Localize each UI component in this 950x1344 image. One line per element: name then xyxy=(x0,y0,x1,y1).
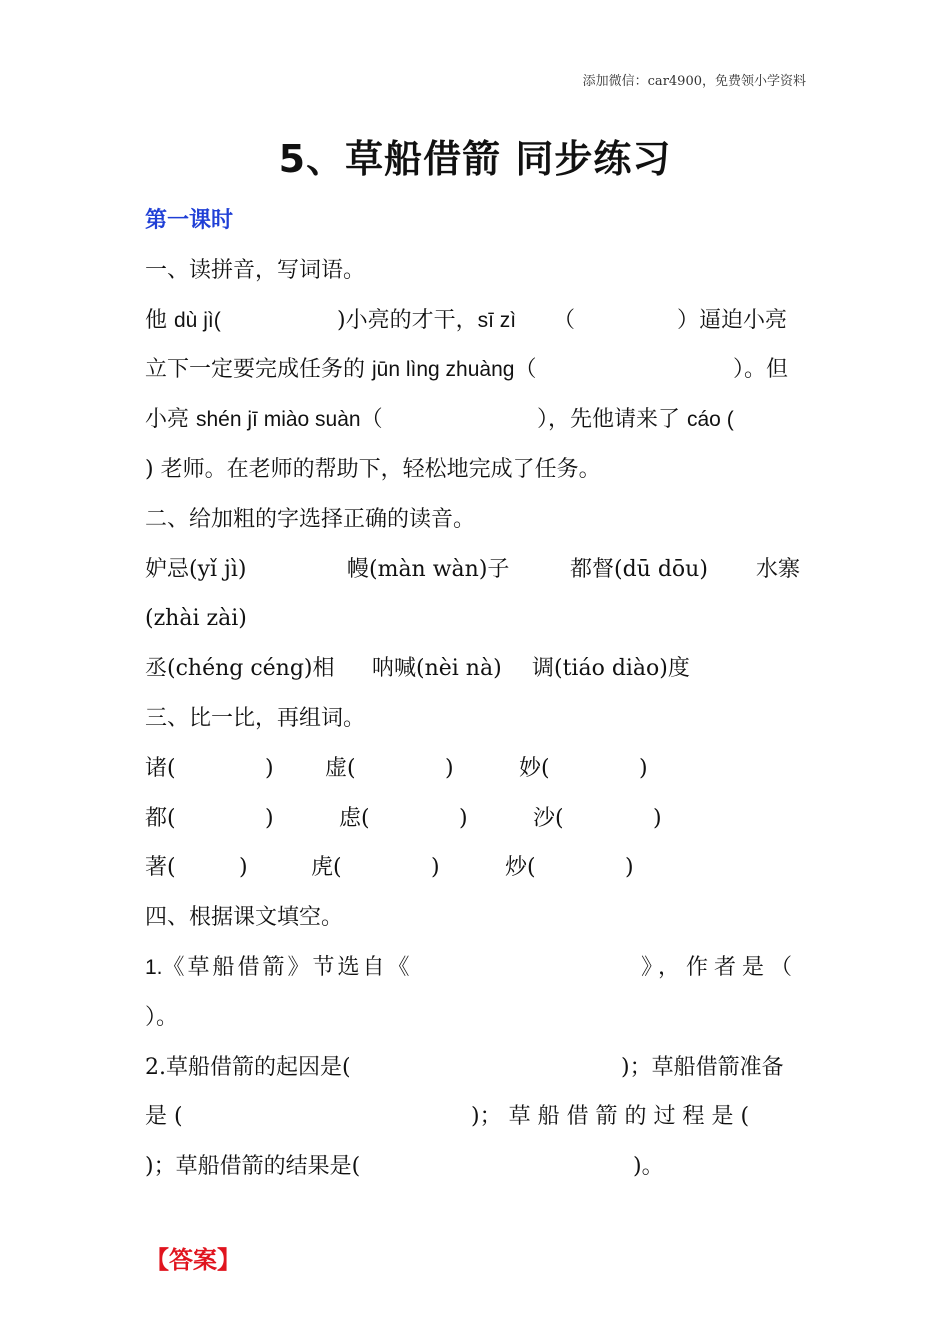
section1-heading: 一、读拼音，写词语。 xyxy=(145,257,366,283)
reading-item: 水寨 xyxy=(756,556,801,582)
compare-char: 著( xyxy=(145,855,176,881)
paren-close: ) xyxy=(625,855,634,881)
paren-close: ) xyxy=(639,755,648,781)
text-segment: 他 xyxy=(145,307,174,333)
text-segment: )。 xyxy=(633,1154,664,1180)
paren-close: ) xyxy=(265,755,274,781)
pinyin-cao: cáo ( xyxy=(687,408,734,432)
paren-close: ) xyxy=(431,855,440,881)
section1-line1 xyxy=(145,296,807,346)
watermark-text: 添加微信：car4900，免费领小学资料 xyxy=(582,74,806,89)
reading-item: 呐喊(nèi nà) xyxy=(372,656,502,682)
pinyin-dujì: dù jì( xyxy=(174,308,221,332)
text-segment: 《草船借箭》节选自《 xyxy=(162,954,413,980)
q1-line2: ）。 xyxy=(145,1004,179,1030)
text-segment: 立下一定要完成任务的 xyxy=(145,357,372,383)
text-segment: 是 ( xyxy=(145,1104,183,1130)
text-segment: )小亮的才干， xyxy=(337,307,478,333)
answer-label: 【答案】 xyxy=(145,1246,241,1274)
section4-heading: 四、根据课文填空。 xyxy=(145,905,344,931)
page-title: 5、草船借箭 同步练习 xyxy=(278,137,672,181)
pinyin-sizi: sī zì xyxy=(477,308,517,332)
paren-close: ) xyxy=(653,805,662,831)
paren-open: （ xyxy=(360,407,383,433)
compare-row xyxy=(145,843,807,893)
lesson-line xyxy=(145,196,807,246)
paren-close: ) xyxy=(445,755,454,781)
compare-char: 虎( xyxy=(311,855,342,881)
q1-line1 xyxy=(145,943,807,993)
reading-item: 幔(màn wàn)子 xyxy=(347,556,510,582)
q2-line1 xyxy=(145,1043,807,1093)
section2-row2 xyxy=(145,644,807,694)
q2-line2 xyxy=(145,1092,807,1142)
compare-char: 虑( xyxy=(339,805,370,831)
reading-item: 调(tiáo diào)度 xyxy=(532,656,690,682)
question-number: 1. xyxy=(145,955,163,979)
section2-heading: 二、给加粗的字选择正确的读音。 xyxy=(145,506,476,532)
paren-open: （ xyxy=(553,307,576,333)
text-segment: ）逼迫小亮 xyxy=(677,307,788,333)
section2-row1-wrap: (zhài zài) xyxy=(145,606,247,632)
compare-char: 沙( xyxy=(533,805,564,831)
text-segment: 》，作者是（ xyxy=(641,954,799,980)
compare-char: 都( xyxy=(145,805,176,831)
section2-row1 xyxy=(145,545,807,595)
paren-open: （ xyxy=(514,357,537,383)
text-segment: 2.草船借箭的起因是( xyxy=(145,1054,351,1080)
text-segment: 小亮 xyxy=(145,407,196,433)
reading-item: 都督(dū dōu) xyxy=(570,556,708,582)
compare-char: 虚( xyxy=(325,755,356,781)
compare-row xyxy=(145,794,807,844)
pinyin-shenjimiaosuan: shén jī miào suàn xyxy=(196,408,361,432)
reading-item: 妒忌(yǐ jì) xyxy=(145,556,247,582)
text-segment: )；草船借箭准备 xyxy=(621,1054,784,1080)
text-segment: )； 草 船 借 箭 的 过 程 是 ( xyxy=(471,1104,750,1130)
section3-heading: 三、比一比，再组词。 xyxy=(145,705,366,731)
pinyin-junlingzhuang: jūn lìng zhuàng xyxy=(372,358,515,382)
compare-char: 妙( xyxy=(519,755,550,781)
paren-close: ) xyxy=(459,805,468,831)
paren-close: ) xyxy=(239,855,248,881)
q2-line3 xyxy=(145,1142,807,1192)
text-segment: )；草船借箭的结果是( xyxy=(145,1154,361,1180)
reading-item: 丞(chéng céng)相 xyxy=(145,656,335,682)
compare-char: 诸( xyxy=(145,755,176,781)
text-segment: ），先他请来了 xyxy=(537,407,687,433)
text-segment: ）。但 xyxy=(733,357,789,383)
paren-close: ) xyxy=(265,805,274,831)
compare-char: 炒( xyxy=(505,855,536,881)
compare-row xyxy=(145,744,807,794)
worksheet-content xyxy=(145,196,807,1192)
lesson-label: 第一课时 xyxy=(145,208,234,233)
section1-line3 xyxy=(145,395,807,445)
section1-line2 xyxy=(145,345,807,395)
section1-line4: ) 老师。在老师的帮助下，轻松地完成了任务。 xyxy=(145,456,601,482)
